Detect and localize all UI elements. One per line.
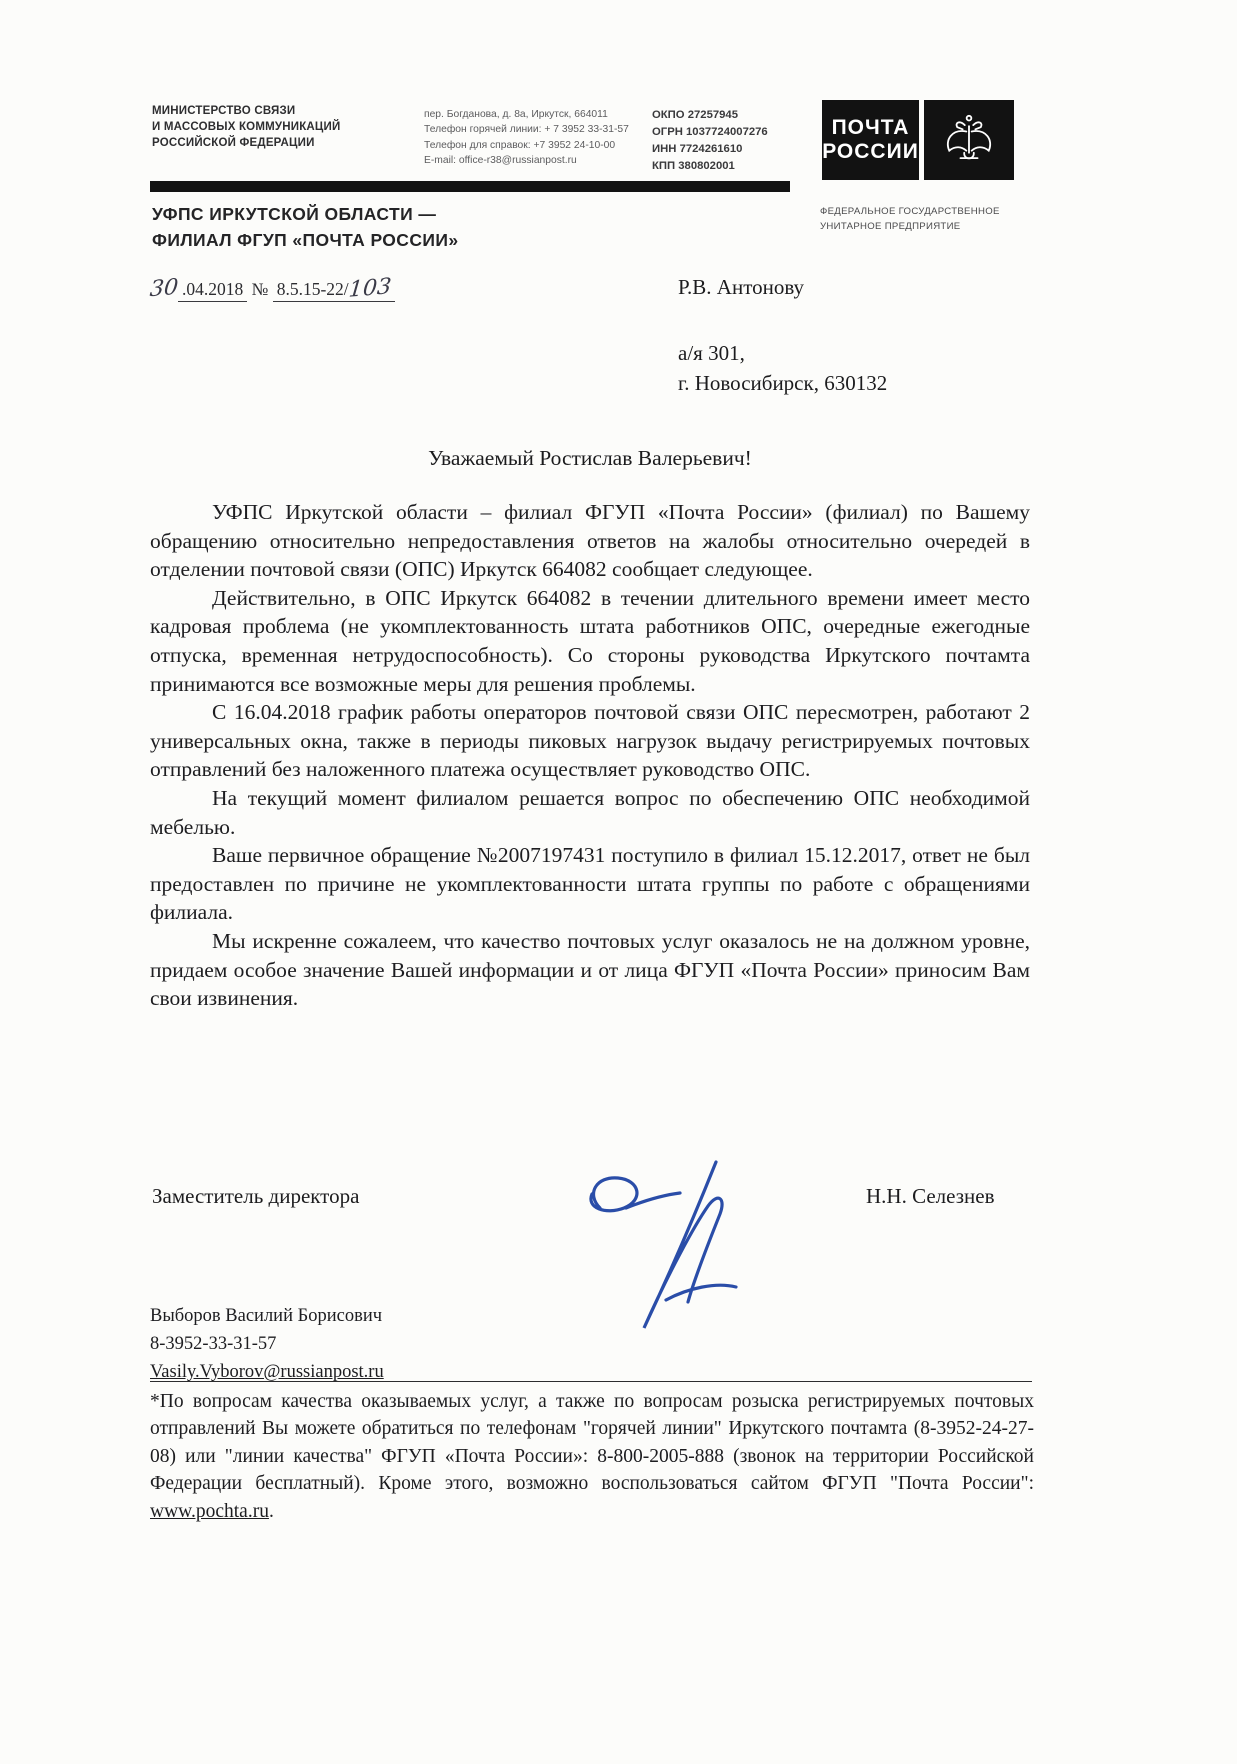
recipient-address-line: г. Новосибирск, 630132 <box>678 371 888 395</box>
organization-name <box>152 201 792 254</box>
number-sign: № <box>251 279 269 299</box>
executor-contact-block <box>150 1302 384 1386</box>
footnote-text-end: . <box>268 1500 274 1522</box>
signatory-position: Заместитель директора <box>152 1184 360 1208</box>
logo-word-line: РОССИИ <box>822 140 919 163</box>
kpp-code: КПП 380802001 <box>652 159 735 172</box>
ministry-line: И МАССОВЫХ КОММУНИКАЦИЙ <box>152 121 341 134</box>
executor-email-link[interactable]: Vasily.Vyborov@russianpost.ru <box>150 1362 384 1382</box>
org-name-line: УФПС ИРКУТСКОЙ ОБЛАСТИ — <box>152 204 437 224</box>
body-paragraph: Действительно, в ОПС Иркутск 664082 в течении длительного времени имеет место кадровая проблема (не укомплектованность штата работников ОПС, очередные ежегодные отпуска, временная нетрудоспособность). Со стороны руководства Иркутского почтамта принимаются все возможные меры для решения проблемы. <box>150 585 1030 696</box>
caption-line: УНИТАРНОЕ ПРЕДПРИЯТИЕ <box>820 221 961 233</box>
ministry-line: МИНИСТЕРСТВО СВЯЗИ <box>152 105 296 117</box>
recipient-address-line: а/я 301, <box>678 341 745 365</box>
reference-number <box>273 274 395 303</box>
footnote-text: *По вопросам качества оказываемых услуг, а также по вопросам розыска регистрируемых почтовых отправлений Вы можете обратиться по телефонам "горячей линии" Иркутского почтамта (8-3952-24-27-08) или "линии качества" ФГУП «Почта России»: 8-800-2005-888 (звонок на территории Российской Федерации бесплатный). Кроме этого, возможно воспользоваться сайтом ФГУП "Почта России": <box>150 1391 1034 1495</box>
address-line: пер. Богданова, д. 8а, Иркутск, 664011 <box>424 109 608 120</box>
reference-line <box>150 276 395 301</box>
body-paragraph: УФПС Иркутской области – филиал ФГУП «Почта России» (филиал) по Вашему обращению относительно непредоставления ответов на жалобы относительно очередей в отделении почтовой связи (ОПС) Иркутск 664082 сообщает следующее. <box>150 500 1030 582</box>
okpo-code: ОКПО 27257945 <box>652 109 738 121</box>
header-divider-bar <box>150 181 790 192</box>
executor-name: Выборов Василий Борисович <box>150 1306 383 1326</box>
hotline-phone: Телефон горячей линии: + 7 3952 33-31-57 <box>424 124 629 136</box>
registry-codes-block <box>652 107 812 175</box>
footnote <box>150 1388 1034 1525</box>
footnote-divider <box>150 1381 1032 1382</box>
russian-post-logo <box>822 100 1014 180</box>
contact-address-block <box>424 107 649 169</box>
ogrn-code: ОГРН 1037724007276 <box>652 125 768 138</box>
reference-number-printed: 8.5.15-22/ <box>276 279 349 299</box>
logo-wordmark <box>822 100 919 180</box>
executor-phone: 8-3952-33-31-57 <box>150 1334 277 1354</box>
recipient-block <box>678 272 887 398</box>
info-phone: Телефон для справок: +7 3952 24-10-00 <box>424 139 616 151</box>
letter-body <box>150 498 1030 1013</box>
ministry-line: РОССИЙСКОЙ ФЕДЕРАЦИИ <box>152 137 315 150</box>
inn-code: ИНН 7724261610 <box>652 142 743 155</box>
body-paragraph: С 16.04.2018 график работы операторов почтовой связи ОПС пересмотрен, работают 2 универсальных окна, также в периоды пиковых нагрузок выдачу регистрируемых почтовых отправлений без наложенного платежа осуществляет руководство ОПС. <box>150 700 1030 782</box>
ministry-block <box>152 103 392 151</box>
reference-date: .04.2018 <box>178 279 247 302</box>
body-paragraph: Ваше первичное обращение №2007197431 поступило в филиал 15.12.2017, ответ не был предоставлен по причине не укомплектованности штата группы по работе с обращениями филиала. <box>150 843 1030 925</box>
caption-line: ФЕДЕРАЛЬНОЕ ГОСУДАРСТВЕННОЕ <box>820 206 1000 217</box>
handwritten-number: 103 <box>347 274 393 303</box>
handwritten-signature <box>548 1150 798 1340</box>
office-email: E-mail: office-r38@russianpost.ru <box>424 155 577 167</box>
double-eagle-emblem-icon <box>924 100 1014 180</box>
org-name-line: ФИЛИАЛ ФГУП «ПОЧТА РОССИИ» <box>152 230 459 251</box>
body-paragraph: Мы искренне сожалеем, что качество почтовых услуг оказалось не на должном уровне, придаем особое значение Вашей информации и от лица ФГУП «Почта России» приносим Вам свои извинения. <box>150 928 1030 1011</box>
signatory-name: Н.Н. Селезнев <box>866 1184 995 1208</box>
pochta-site-link[interactable]: www.pochta.ru <box>150 1500 269 1522</box>
handwritten-day: 30 <box>148 274 180 303</box>
body-paragraph: На текущий момент филиалом решается вопрос по обеспечению ОПС необходимой мебелью. <box>150 785 1030 839</box>
logo-word-line: ПОЧТА <box>831 115 910 139</box>
recipient-address <box>678 338 887 398</box>
enterprise-type-caption <box>820 204 1035 235</box>
recipient-name: Р.В. Антонову <box>678 275 805 299</box>
salutation: Уважаемый Ростислав Валерьевич! <box>428 446 752 470</box>
